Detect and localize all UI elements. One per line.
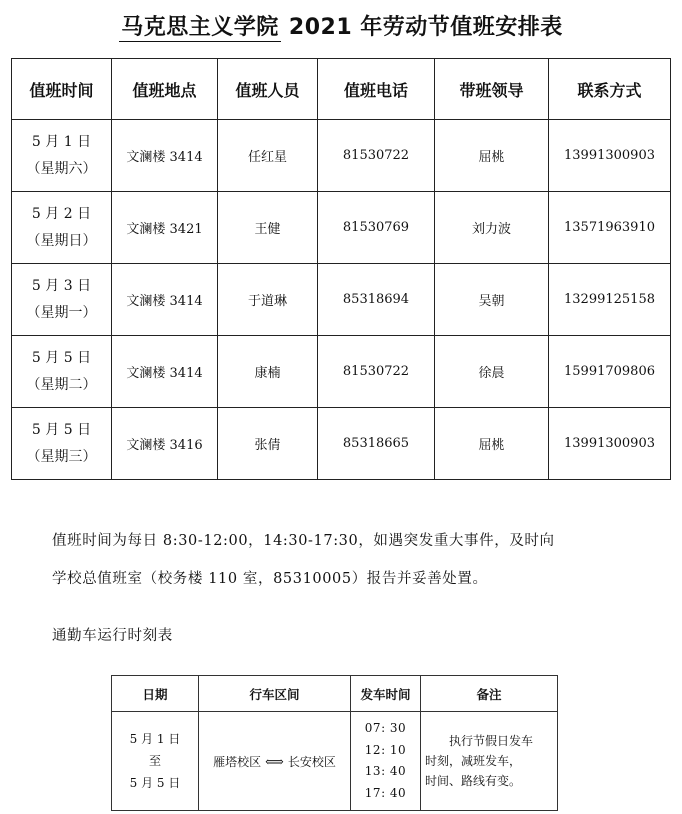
table-row xyxy=(112,712,558,811)
header-leader: 带班领导 xyxy=(435,59,549,120)
duty-phone: 81530722 xyxy=(318,336,435,408)
double-arrow-icon: ⟺ xyxy=(265,754,284,770)
header-contact: 联系方式 xyxy=(549,59,671,120)
duty-weekday: （星期一） xyxy=(26,304,97,321)
duty-contact: 13299125158 xyxy=(549,264,671,336)
duty-date: 5 月 5 日 xyxy=(31,349,92,366)
bus-time: 12: 10 xyxy=(364,742,407,757)
table-row xyxy=(12,120,671,192)
bus-times-cell xyxy=(351,712,421,811)
duty-weekday: （星期日） xyxy=(26,232,97,249)
page-title xyxy=(0,10,682,41)
duty-place: 文澜楼 3421 xyxy=(112,192,218,264)
note-line: 时刻，减班发车， xyxy=(425,754,522,768)
duty-weekday: （星期二） xyxy=(26,376,97,393)
duty-leader: 徐晨 xyxy=(435,336,549,408)
duty-place: 文澜楼 3414 xyxy=(112,120,218,192)
duty-date: 5 月 2 日 xyxy=(31,205,92,222)
header-bus-date: 日期 xyxy=(112,676,199,712)
duty-date-cell xyxy=(12,336,112,408)
duty-leader: 刘力波 xyxy=(435,192,549,264)
duty-contact: 13991300903 xyxy=(549,408,671,480)
notice-line-2: 学校总值班室（校务楼 110 室，85310005）报告并妥善处置。 xyxy=(52,571,488,587)
duty-date-cell xyxy=(12,264,112,336)
duty-date: 5 月 5 日 xyxy=(31,421,92,438)
header-duty-phone: 值班电话 xyxy=(318,59,435,120)
bus-date-from: 5 月 1 日 xyxy=(129,732,181,746)
duty-place: 文澜楼 3414 xyxy=(112,336,218,408)
duty-phone: 85318694 xyxy=(318,264,435,336)
header-duty-place: 值班地点 xyxy=(112,59,218,120)
header-duty-time: 值班时间 xyxy=(12,59,112,120)
duty-date-cell xyxy=(12,192,112,264)
bus-date-to: 5 月 5 日 xyxy=(129,776,181,790)
title-rest: 2021 年劳动节值班安排表 xyxy=(288,15,563,40)
route-to: 长安校区 xyxy=(287,754,336,769)
duty-weekday: （星期三） xyxy=(26,448,97,465)
duty-leader: 屈桃 xyxy=(435,120,549,192)
duty-weekday: （星期六） xyxy=(26,160,97,177)
duty-header-row xyxy=(12,59,671,120)
duty-phone: 81530769 xyxy=(318,192,435,264)
bus-schedule-table xyxy=(111,675,558,811)
duty-date-cell xyxy=(12,408,112,480)
bus-date-to-word: 至 xyxy=(148,754,161,768)
duty-date: 5 月 1 日 xyxy=(31,133,92,150)
duty-notice xyxy=(52,522,652,598)
duty-staff: 任红星 xyxy=(218,120,318,192)
bus-note-cell xyxy=(421,712,558,811)
duty-staff: 于道琳 xyxy=(218,264,318,336)
notice-line-1: 值班时间为每日 8:30-12:00，14:30-17:30，如遇突发重大事件，及时向 xyxy=(52,533,555,549)
note-line: 执行节假日发车 xyxy=(449,734,534,748)
note-line: 时间、路线有变。 xyxy=(425,774,522,788)
duty-staff: 康楠 xyxy=(218,336,318,408)
duty-schedule-table xyxy=(11,58,671,480)
table-row xyxy=(12,408,671,480)
bus-time: 07: 30 xyxy=(364,721,407,735)
route-from: 雁塔校区 xyxy=(213,754,262,769)
header-bus-time: 发车时间 xyxy=(351,676,421,712)
table-row xyxy=(12,336,671,408)
bus-header-row xyxy=(112,676,558,712)
table-row xyxy=(12,264,671,336)
duty-leader: 吴朝 xyxy=(435,264,549,336)
bus-time: 13: 40 xyxy=(364,764,407,778)
header-bus-route: 行车区间 xyxy=(199,676,351,712)
duty-contact: 15991709806 xyxy=(549,336,671,408)
duty-phone: 81530722 xyxy=(318,120,435,192)
duty-phone: 85318665 xyxy=(318,408,435,480)
header-bus-note: 备注 xyxy=(421,676,558,712)
duty-place: 文澜楼 3416 xyxy=(112,408,218,480)
duty-contact: 13991300903 xyxy=(549,120,671,192)
duty-date: 5 月 3 日 xyxy=(31,277,92,294)
duty-staff: 王健 xyxy=(218,192,318,264)
title-institute: 马克思主义学院 xyxy=(121,15,279,40)
bus-schedule-heading: 通勤车运行时刻表 xyxy=(52,628,173,644)
header-duty-staff: 值班人员 xyxy=(218,59,318,120)
duty-place: 文澜楼 3414 xyxy=(112,264,218,336)
bus-date-cell xyxy=(112,712,199,811)
duty-leader: 屈桃 xyxy=(435,408,549,480)
duty-contact: 13571963910 xyxy=(549,192,671,264)
bus-route-cell xyxy=(199,712,351,811)
table-row xyxy=(12,192,671,264)
bus-time: 17: 40 xyxy=(364,785,407,800)
duty-date-cell xyxy=(12,120,112,192)
duty-staff: 张倩 xyxy=(218,408,318,480)
